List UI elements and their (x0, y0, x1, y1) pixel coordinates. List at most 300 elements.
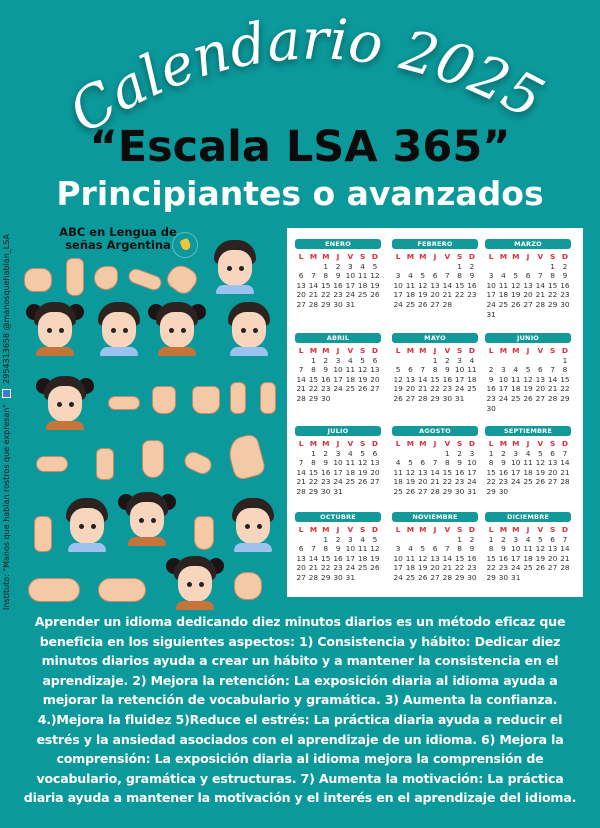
day-cell: 10 (511, 458, 521, 468)
day-cell: 29 (560, 393, 570, 403)
day-cell: 12 (523, 374, 533, 384)
day-cell: 20 (296, 563, 306, 573)
day-cell: 30 (442, 393, 453, 403)
day-cell: 11 (357, 271, 368, 281)
day-cell: 19 (357, 467, 368, 477)
day-cell: 25 (405, 572, 416, 582)
day-cell: 30 (498, 486, 509, 496)
day-cell: 2 (335, 534, 341, 544)
day-cell: 5 (537, 448, 543, 458)
day-cell: 27 (418, 486, 428, 496)
weekday-label: L (298, 346, 304, 355)
day-cell: 5 (372, 534, 378, 544)
empty-cell (295, 262, 307, 272)
day-cell: 1 (311, 355, 316, 365)
weekday-label: V (444, 525, 451, 534)
day-cell: 10 (511, 544, 521, 554)
day-cell: 29 (486, 572, 496, 582)
day-cell: 5 (537, 534, 543, 544)
month-mayo (392, 333, 478, 404)
day-cell: 16 (486, 384, 496, 394)
day-cell: 7 (420, 365, 426, 375)
day-cell: 7 (562, 534, 568, 544)
day-cell: 20 (296, 290, 306, 300)
hand-sign-m-icon (230, 382, 246, 414)
girl-face-icon (172, 556, 218, 610)
day-cell: 21 (308, 290, 319, 300)
hand-sign-icon (182, 449, 215, 477)
day-cell: 27 (370, 384, 380, 394)
weekday-label: V (347, 346, 354, 355)
empty-cell (485, 262, 497, 272)
day-cell: 19 (393, 384, 403, 394)
day-cell: 7 (562, 448, 568, 458)
hand-sign-d-icon (163, 260, 201, 297)
day-cell: 9 (457, 458, 462, 468)
day-cell: 13 (430, 280, 440, 290)
day-cell: 15 (308, 467, 319, 477)
hands-logo-icon (172, 232, 198, 258)
day-cell: 12 (370, 271, 380, 281)
day-cell: 3 (347, 261, 353, 271)
day-cell: 28 (442, 299, 453, 309)
day-cell: 7 (298, 365, 304, 375)
day-cell: 8 (457, 271, 462, 281)
hand-sign-icon (108, 396, 140, 410)
day-cell: 6 (537, 365, 543, 375)
month-marzo (485, 239, 571, 319)
empty-cell (429, 262, 441, 272)
month-name: OCTUBRE (295, 512, 381, 522)
weekday-label: J (526, 346, 530, 355)
day-cell: 26 (523, 393, 533, 403)
day-cell: 12 (418, 553, 428, 563)
weekday-label: V (444, 252, 451, 261)
institute-credit (2, 234, 16, 610)
day-cell: 22 (308, 477, 319, 487)
month-name: JUNIO (485, 333, 571, 343)
day-cell: 22 (321, 563, 331, 573)
weekday-label: J (336, 252, 340, 261)
weekday-label: S (359, 439, 366, 448)
weekday-label: M (419, 252, 427, 261)
calendar-title (0, 10, 600, 140)
day-cell: 20 (547, 467, 558, 477)
day-cell: 30 (486, 403, 496, 413)
day-cell: 8 (323, 544, 329, 554)
day-cell: 8 (311, 458, 316, 468)
day-cell: 31 (467, 486, 477, 496)
day-cell: 8 (311, 365, 316, 375)
empty-cell (522, 356, 534, 366)
weekday-label: M (322, 346, 330, 355)
day-cell: 27 (370, 477, 380, 487)
weekday-label: M (512, 525, 520, 534)
day-cell: 11 (523, 458, 533, 468)
weekday-label: D (468, 346, 475, 355)
calendar-2025 (287, 228, 583, 597)
girl-face-icon (42, 376, 88, 430)
weekday-label: D (468, 252, 475, 261)
month-name: MAYO (392, 333, 478, 343)
weekday-label: M (309, 346, 318, 355)
day-cell: 12 (535, 458, 546, 468)
day-cell: 5 (372, 261, 378, 271)
day-cell: 20 (405, 384, 416, 394)
day-cell: 16 (442, 374, 453, 384)
day-cell: 23 (442, 384, 453, 394)
weekday-label: J (336, 525, 340, 534)
empty-cell (392, 449, 404, 459)
day-cell: 11 (393, 467, 403, 477)
weekday-label: M (322, 439, 330, 448)
day-cell: 20 (430, 290, 440, 300)
day-cell: 4 (525, 448, 531, 458)
day-cell: 24 (498, 393, 509, 403)
month-name: AGOSTO (392, 426, 478, 436)
day-cell: 15 (454, 280, 465, 290)
day-cell: 14 (547, 374, 558, 384)
day-cell: 28 (296, 486, 306, 496)
day-cell: 21 (296, 477, 306, 487)
day-cell: 17 (511, 553, 521, 563)
weekday-label: J (336, 439, 340, 448)
day-cell: 30 (467, 572, 477, 582)
day-cell: 13 (405, 374, 416, 384)
weekday-label: M (512, 252, 520, 261)
day-cell: 11 (345, 365, 356, 375)
day-cell: 26 (357, 384, 368, 394)
hand-sign-icon (36, 456, 68, 472)
day-cell: 15 (486, 467, 496, 477)
day-cell: 29 (442, 486, 453, 496)
day-cell: 15 (486, 553, 496, 563)
empty-cell (295, 449, 307, 459)
day-cell: 2 (501, 448, 506, 458)
day-cell: 17 (454, 374, 465, 384)
day-cell: 2 (323, 448, 329, 458)
empty-cell (522, 262, 534, 272)
day-cell: 17 (393, 563, 403, 573)
day-cell: 12 (535, 544, 546, 554)
weekday-label: S (549, 525, 556, 534)
day-cell: 7 (432, 458, 438, 468)
day-cell: 12 (405, 467, 416, 477)
hand-sign-z-icon (234, 572, 262, 600)
hand-sign-b-icon (66, 258, 84, 296)
weekday-label: M (499, 525, 508, 534)
day-cell: 6 (550, 534, 555, 544)
tagline: Principiantes o avanzados (56, 174, 544, 213)
day-cell: 31 (511, 572, 521, 582)
day-cell: 1 (550, 261, 555, 271)
abc-title-line1: ABC en Lengua de (59, 225, 177, 239)
day-cell: 18 (405, 290, 416, 300)
day-cell: 2 (444, 355, 450, 365)
weekday-label: J (526, 525, 530, 534)
day-cell: 2 (457, 448, 462, 458)
day-cell: 15 (560, 374, 570, 384)
day-cell: 25 (345, 384, 356, 394)
empty-cell (392, 356, 404, 366)
day-cell: 8 (323, 271, 329, 281)
day-cell: 21 (560, 553, 570, 563)
empty-cell (295, 535, 307, 545)
day-cell: 13 (296, 553, 306, 563)
hand-sign-icon (96, 448, 114, 480)
weekday-label: M (406, 439, 415, 448)
day-cell: 8 (488, 458, 494, 468)
day-cell: 27 (430, 572, 440, 582)
day-cell: 27 (405, 393, 416, 403)
weekday-label: D (371, 525, 378, 534)
abc-title (48, 226, 188, 252)
day-cell: 23 (467, 563, 477, 573)
day-cell: 17 (333, 467, 343, 477)
day-cell: 18 (393, 477, 403, 487)
day-cell: 1 (323, 534, 329, 544)
day-cell: 1 (311, 448, 316, 458)
day-cell: 26 (405, 486, 416, 496)
day-cell: 10 (393, 280, 403, 290)
day-cell: 4 (408, 544, 413, 554)
day-cell: 16 (498, 467, 509, 477)
day-cell: 5 (360, 355, 365, 365)
day-cell: 8 (550, 271, 555, 281)
day-cell: 21 (442, 563, 453, 573)
day-cell: 2 (323, 355, 329, 365)
day-cell: 23 (560, 290, 570, 300)
day-cell: 11 (405, 280, 416, 290)
day-cell: 1 (457, 261, 462, 271)
weekday-label: M (499, 439, 508, 448)
day-cell: 6 (525, 271, 531, 281)
credit-contact: 2954313658 @manosquehablan_LSA (2, 234, 11, 384)
empty-cell (417, 356, 429, 366)
day-cell: 17 (393, 290, 403, 300)
day-cell: 5 (360, 448, 365, 458)
day-cell: 16 (333, 280, 343, 290)
hand-sign-ll-icon (192, 386, 220, 414)
day-cell: 13 (418, 467, 428, 477)
day-cell: 17 (486, 290, 496, 300)
day-cell: 23 (321, 384, 331, 394)
day-cell: 10 (486, 280, 496, 290)
day-cell: 10 (333, 458, 343, 468)
day-cell: 19 (370, 280, 380, 290)
day-cell: 26 (357, 477, 368, 487)
day-cell: 4 (408, 271, 413, 281)
weekday-label: V (537, 252, 544, 261)
day-cell: 25 (345, 477, 356, 487)
empty-cell (417, 535, 429, 545)
day-cell: 22 (442, 477, 453, 487)
day-cell: 9 (323, 365, 329, 375)
day-cell: 16 (498, 553, 509, 563)
day-cell: 14 (442, 280, 453, 290)
day-cell: 15 (454, 553, 465, 563)
day-cell: 13 (296, 280, 306, 290)
day-cell: 24 (393, 572, 403, 582)
day-cell: 26 (535, 477, 546, 487)
empty-cell (404, 535, 416, 545)
day-cell: 6 (298, 271, 304, 281)
day-cell: 28 (430, 486, 440, 496)
day-cell: 11 (511, 374, 521, 384)
subtitle: “Escala LSA 365” (89, 122, 511, 172)
day-cell: 19 (535, 467, 546, 477)
day-cell: 29 (308, 486, 319, 496)
month-name: MARZO (485, 239, 571, 249)
weekday-label: V (537, 525, 544, 534)
weekday-label: V (347, 525, 354, 534)
day-cell: 9 (469, 271, 475, 281)
hand-sign-n-icon (260, 382, 276, 414)
day-cell: 4 (513, 365, 519, 375)
day-cell: 14 (442, 553, 453, 563)
day-cell: 28 (418, 393, 428, 403)
weekday-label: J (433, 252, 437, 261)
day-cell: 8 (444, 458, 450, 468)
month-noviembre (392, 512, 478, 583)
day-cell: 28 (296, 393, 306, 403)
day-cell: 15 (442, 467, 453, 477)
day-cell: 17 (498, 384, 509, 394)
weekday-label: J (433, 525, 437, 534)
day-cell: 14 (418, 374, 428, 384)
day-cell: 20 (547, 553, 558, 563)
empty-cell (392, 535, 404, 545)
girl-face-icon (32, 302, 78, 356)
month-febrero (392, 239, 478, 310)
day-cell: 18 (345, 467, 356, 477)
day-cell: 7 (311, 271, 316, 281)
day-cell: 23 (467, 290, 477, 300)
day-cell: 23 (498, 563, 509, 573)
weekday-label: S (456, 439, 463, 448)
day-cell: 16 (454, 467, 465, 477)
day-cell: 27 (296, 572, 306, 582)
day-cell: 19 (405, 477, 416, 487)
weekday-label: L (298, 252, 304, 261)
weekday-label: M (406, 525, 415, 534)
weekday-label: L (395, 525, 401, 534)
day-cell: 29 (308, 393, 319, 403)
day-cell: 18 (357, 280, 368, 290)
weekday-label: J (526, 439, 530, 448)
day-cell: 6 (420, 458, 426, 468)
day-cell: 6 (298, 544, 304, 554)
day-cell: 12 (393, 374, 403, 384)
day-cell: 7 (444, 271, 450, 281)
day-cell: 21 (430, 477, 440, 487)
weekday-label: M (499, 252, 508, 261)
day-cell: 28 (560, 477, 570, 487)
day-cell: 17 (467, 467, 477, 477)
day-cell: 7 (550, 365, 555, 375)
month-grid (392, 252, 478, 310)
day-cell: 18 (405, 563, 416, 573)
day-cell: 24 (486, 299, 496, 309)
weekday-label: V (347, 439, 354, 448)
weekday-label: J (336, 346, 340, 355)
empty-cell (534, 356, 546, 366)
day-cell: 16 (321, 374, 331, 384)
day-cell: 29 (321, 299, 331, 309)
hand-sign-c-icon (94, 266, 118, 290)
day-cell: 27 (430, 299, 440, 309)
day-cell: 11 (357, 544, 368, 554)
day-cell: 25 (405, 299, 416, 309)
day-cell: 25 (393, 486, 403, 496)
day-cell: 15 (430, 374, 440, 384)
day-cell: 28 (535, 299, 546, 309)
day-cell: 22 (486, 477, 496, 487)
weekday-label: L (488, 439, 494, 448)
empty-cell (404, 262, 416, 272)
day-cell: 8 (457, 544, 462, 554)
day-cell: 3 (513, 448, 519, 458)
weekday-label: V (444, 346, 451, 355)
empty-cell (546, 356, 558, 366)
day-cell: 27 (547, 563, 558, 573)
hand-sign-w-icon (98, 578, 146, 602)
day-cell: 18 (511, 384, 521, 394)
month-grid (392, 346, 478, 404)
day-cell: 25 (357, 563, 368, 573)
day-cell: 16 (467, 553, 477, 563)
day-cell: 23 (321, 477, 331, 487)
day-cell: 18 (345, 374, 356, 384)
day-cell: 4 (501, 271, 506, 281)
day-cell: 11 (405, 553, 416, 563)
weekday-label: V (444, 439, 451, 448)
boy-face-icon (226, 302, 272, 356)
weekday-label: M (309, 439, 318, 448)
abc-title-line2: señas Argentina (65, 238, 171, 252)
weekday-label: V (537, 346, 544, 355)
day-cell: 12 (357, 365, 368, 375)
day-cell: 19 (511, 290, 521, 300)
day-cell: 29 (454, 572, 465, 582)
day-cell: 9 (562, 271, 568, 281)
weekday-label: S (359, 252, 366, 261)
day-cell: 25 (357, 290, 368, 300)
day-cell: 31 (333, 486, 343, 496)
day-cell: 18 (467, 374, 477, 384)
weekday-label: D (468, 439, 475, 448)
day-cell: 2 (469, 534, 475, 544)
day-cell: 29 (547, 299, 558, 309)
day-cell: 20 (370, 467, 380, 477)
day-cell: 17 (511, 467, 521, 477)
day-cell: 14 (308, 553, 319, 563)
day-cell: 20 (523, 290, 533, 300)
hand-sign-icon (225, 433, 267, 482)
hand-sign-r-icon (34, 516, 52, 552)
month-name: FEBRERO (392, 239, 478, 249)
day-cell: 31 (345, 572, 356, 582)
weekday-label: V (347, 252, 354, 261)
hand-sign-a-icon (24, 268, 52, 292)
empty-cell (534, 262, 546, 272)
day-cell: 13 (370, 458, 380, 468)
weekday-label: D (468, 525, 475, 534)
day-cell: 18 (357, 553, 368, 563)
month-name: ABRIL (295, 333, 381, 343)
day-cell: 12 (357, 458, 368, 468)
day-cell: 11 (523, 544, 533, 554)
